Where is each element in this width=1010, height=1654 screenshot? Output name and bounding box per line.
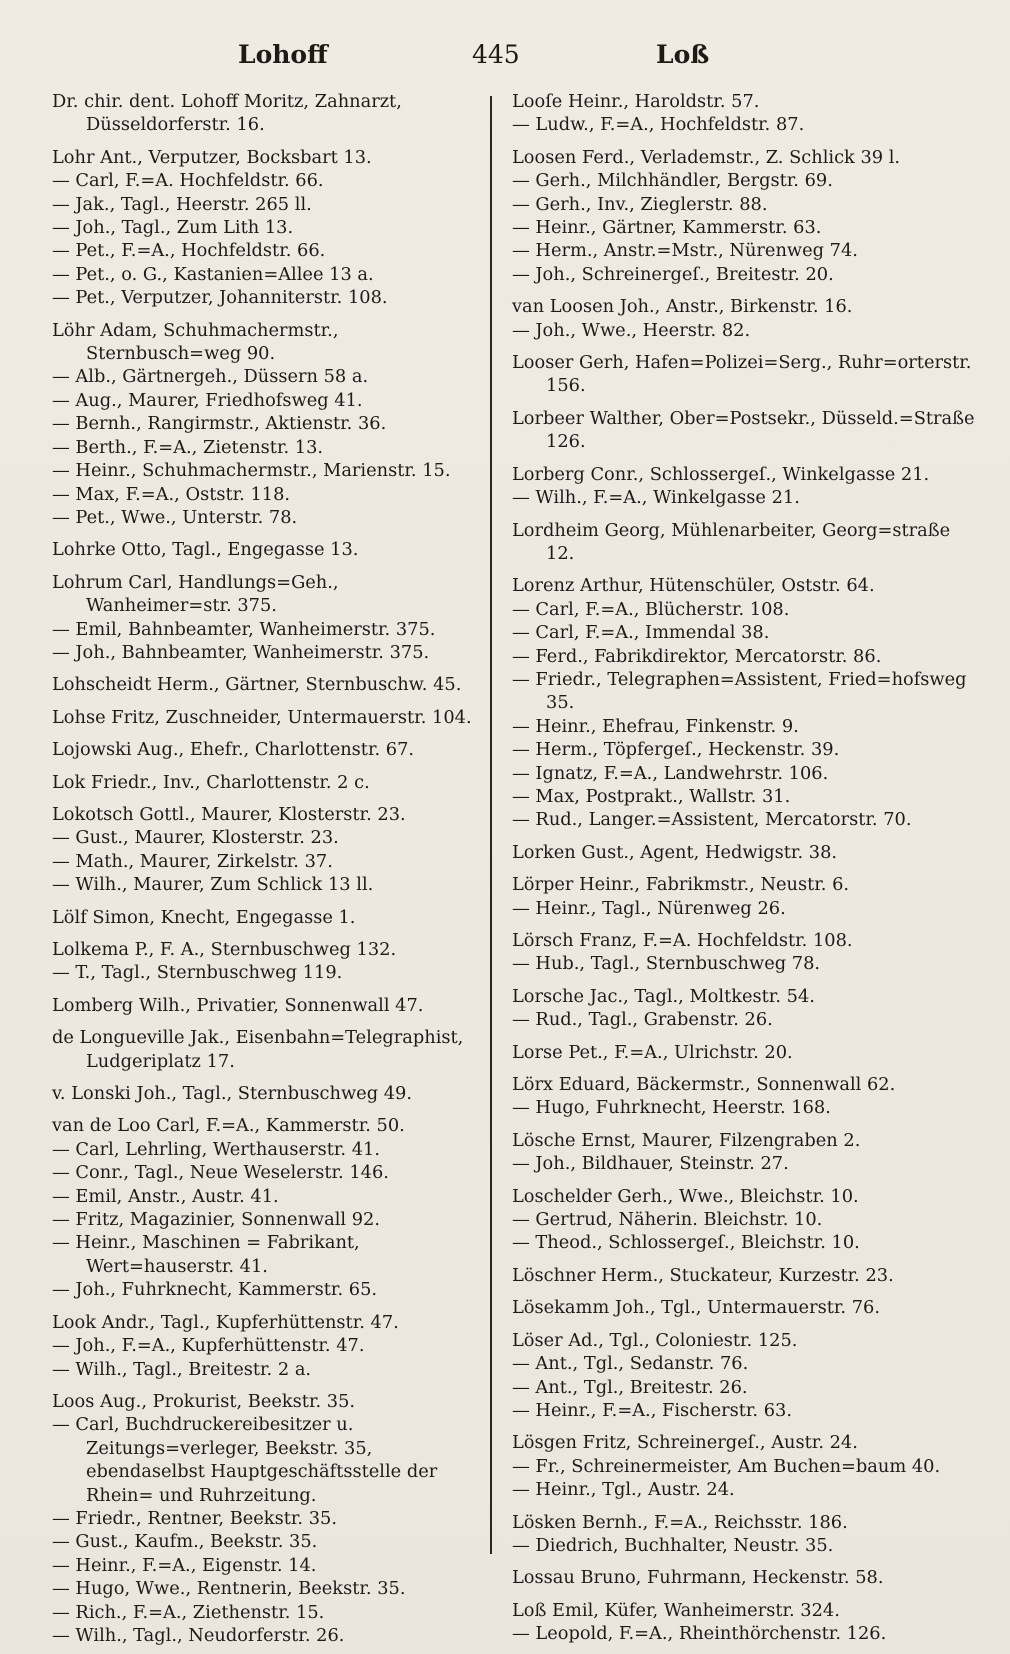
directory-entry: — Conr., Tagl., Neue Weselerstr. 146. [52, 1162, 389, 1184]
directory-entry: — Gust., Maurer, Klosterstr. 23. [52, 827, 339, 849]
directory-entry: — Ferd., Fabrikdirektor, Mercatorstr. 86. [512, 645, 882, 667]
directory-entry: — Fr., Schreinermeister, Am Buchen=baum 40. [512, 1455, 941, 1477]
directory-entry: — Joh., Fuhrknecht, Kammerstr. 65. [52, 1279, 378, 1301]
directory-entry: Lomberg Wilh., Privatier, Sonnenwall 47. [52, 994, 424, 1016]
directory-entry: Lorenz Arthur, Hütenschüler, Oststr. 64. [512, 575, 875, 597]
directory-entry: — Heinr., Gärtner, Kammerstr. 63. [512, 217, 822, 239]
directory-entry: Loos Aug., Prokurist, Beekstr. 35. [52, 1390, 356, 1412]
directory-entry: Lolkema P., F. A., Sternbuschweg 132. [52, 939, 397, 960]
directory-entry: Lorse Pet., F.=A., Ulrichstr. 20. [512, 1041, 793, 1063]
directory-entry: Lösken Bernh., F.=A., Reichsstr. 186. [512, 1511, 848, 1533]
directory-entry: — Gertrud, Näherin. Bleichstr. 10. [512, 1209, 823, 1231]
directory-entry: Lörsch Franz, F.=A. Hochfeldstr. 108. [512, 930, 853, 951]
directory-entry: — Gust., Kaufm., Beekstr. 35. [52, 1531, 318, 1553]
directory-entry: v. Lonski Joh., Tagl., Sternbuschweg 49. [52, 1083, 413, 1105]
directory-entry: Lohscheidt Herm., Gärtner, Sternbuschw. 45. [52, 674, 462, 696]
directory-entry: — Wilh., Maurer, Zum Schlick 13 ll. [52, 874, 374, 896]
directory-entry: — Herm., Anstr.=Mstr., Nürenweg 74. [512, 240, 858, 262]
directory-entry: — Rud., Tagl., Grabenstr. 26. [512, 1009, 773, 1031]
directory-entry: — Joh., Schreinergeſ., Breitestr. 20. [512, 263, 834, 285]
directory-entry: — Bernh., Rangirmstr., Aktienstr. 36. [52, 413, 387, 435]
directory-entry: — Wilh., Tagl., Neudorferstr. 26. [52, 1624, 345, 1646]
directory-entry: van Loosen Joh., Anstr., Birkenstr. 16. [512, 296, 853, 318]
directory-entry: — Pet., o. G., Kastanien=Allee 13 a. [52, 263, 374, 285]
directory-entry: — Fritz, Magazinier, Sonnenwall 92. [52, 1209, 381, 1231]
directory-entry: — Heinr., Ehefrau, Finkenstr. 9. [512, 715, 799, 737]
directory-entry: de Longueville Jak., Eisenbahn=Telegraphist, Ludgeriplatz 17. [52, 1027, 464, 1072]
directory-entry: Löhr Adam, Schuhmachermstr., Sternbusch=weg 90. [52, 319, 339, 365]
directory-entry: — Max, F.=A., Oststr. 118. [52, 483, 291, 505]
directory-entry: — Carl, F.=A., Blücherstr. 108. [512, 598, 790, 620]
directory-entry: — Diedrich, Buchhalter, Neustr. 35. [512, 1534, 834, 1556]
directory-entry: — Pet., Wwe., Unterstr. 78. [52, 506, 298, 528]
directory-entry: — T., Tagl., Sternbuschweg 119. [52, 962, 343, 984]
directory-entry: — Alb., Gärtnergeh., Düssern 58 a. [52, 366, 369, 388]
directory-entry: — Pet., F.=A., Hochfeldstr. 66. [52, 240, 326, 262]
directory-entry: — Joh., Bahnbeamter, Wanheimerstr. 375. [52, 641, 430, 663]
directory-entry: Lossau Bruno, Fuhrmann, Heckenstr. 58. [512, 1567, 884, 1589]
directory-entry: Lohse Fritz, Zuschneider, Untermauerstr. 104. [52, 706, 472, 728]
directory-entry: Lorberg Conr., Schlossergeſ., Winkelgasse 21. [512, 463, 930, 485]
directory-entry: — Gerh., Milchhändler, Bergstr. 69. [512, 170, 833, 192]
directory-entry: — Heinr., Schuhmachermstr., Marienstr. 15. [52, 460, 451, 482]
header-right-keyword: Loß [656, 40, 710, 69]
directory-entry: Look Andr., Tagl., Kupferhüttenstr. 47. [52, 1311, 399, 1333]
directory-entry: — Herm., Töpfergeſ., Heckenstr. 39. [512, 739, 840, 761]
directory-entry: Lordheim Georg, Mühlenarbeiter, Georg=straße 12. [512, 519, 951, 564]
directory-entry: Dr. chir. dent. Lohoff Moritz, Zahnarzt, Düsseldorferstr. 16. [52, 91, 402, 136]
right-column [512, 90, 982, 1646]
page-header [48, 40, 990, 80]
directory-entry: — Ant., Tgl., Sedanstr. 76. [512, 1353, 749, 1375]
directory-entry: Lorken Gust., Agent, Hedwigstr. 38. [512, 841, 838, 863]
directory-entry: Löser Ad., Tgl., Coloniestr. 125. [512, 1329, 798, 1351]
directory-entry: Loß Emil, Küfer, Wanheimerstr. 324. [512, 1599, 840, 1621]
directory-entry: — Heinr., Tgl., Austr. 24. [512, 1479, 735, 1501]
directory-entry: — Carl, F.=A., Immendal 38. [512, 622, 770, 644]
directory-entry: — Carl, Buchdruckereibesitzer u. Zeitungs=verleger, Beekstr. 35, ebendaselbst Hauptgeschäftsstelle der Rhein= und Ruhrzeitung. [52, 1414, 438, 1506]
directory-entry: Lok Friedr., Inv., Charlottenstr. 2 c. [52, 771, 370, 793]
directory-entry: — Ignatz, F.=A., Landwehrstr. 106. [512, 762, 829, 784]
directory-entry: Loschelder Gerh., Wwe., Bleichstr. 10. [512, 1185, 859, 1207]
directory-entry: Loosen Ferd., Verlademstr., Z. Schlick 39 l. [512, 146, 901, 168]
directory-entry: — Joh., Wwe., Heerstr. 82. [512, 319, 751, 341]
directory-entry: — Wilh., Tagl., Breitestr. 2 a. [52, 1358, 312, 1380]
directory-entry: Lösche Ernst, Maurer, Filzengraben 2. [512, 1129, 861, 1151]
directory-entry: — Ludw., F.=A., Hochfeldstr. 87. [512, 114, 805, 136]
directory-entry: — Rich., F.=A., Ziethenstr. 15. [52, 1601, 325, 1623]
directory-entry: — Friedr., Rentner, Beekstr. 35. [52, 1507, 337, 1529]
directory-entry: — Heinr., Tagl., Nürenweg 26. [512, 897, 786, 919]
column-divider [490, 96, 492, 1554]
directory-entry: Lohrum Carl, Handlungs=Geh., Wanheimer=str. 375. [52, 571, 339, 617]
directory-entry: — Math., Maurer, Zirkelstr. 37. [52, 850, 333, 872]
directory-entry: Lojowski Aug., Ehefr., Charlottenstr. 67. [52, 739, 415, 761]
directory-entry: — Heinr., Maschinen = Fabrikant, Wert=hauserstr. 41. [52, 1232, 360, 1277]
directory-entry: — Emil, Bahnbeamter, Wanheimerstr. 375. [52, 618, 436, 640]
directory-entry: Lölf Simon, Knecht, Engegasse 1. [52, 906, 356, 928]
directory-entry: Lohrke Otto, Tagl., Engegasse 13. [52, 539, 359, 561]
directory-entry: — Hub., Tagl., Sternbuschweg 78. [512, 953, 821, 975]
directory-entry: Lorbeer Walther, Ober=Postsekr., Düsseld.=Straße 126. [512, 407, 975, 453]
directory-entry: — Friedr., Telegraphen=Assistent, Fried=hofsweg 35. [512, 668, 967, 714]
directory-entry: — Wilh., F.=A., Winkelgasse 21. [512, 487, 800, 509]
directory-entry: — Heinr., F.=A., Eigenstr. 14. [52, 1554, 317, 1576]
directory-entry: — Gerh., Inv., Zieglerstr. 88. [512, 193, 768, 215]
directory-entry: — Rud., Langer.=Assistent, Mercatorstr. 70. [512, 809, 912, 831]
directory-entry: — Hugo, Wwe., Rentnerin, Beekstr. 35. [52, 1578, 406, 1600]
directory-entry: — Ant., Tgl., Breitestr. 26. [512, 1376, 748, 1398]
directory-entry: — Joh., Bildhauer, Steinstr. 27. [512, 1153, 789, 1175]
header-left-keyword: Lohoff [238, 40, 328, 69]
directory-entry: — Hugo, Fuhrknecht, Heerstr. 168. [512, 1097, 831, 1119]
directory-entry: — Berth., F.=A., Zietenstr. 13. [52, 436, 324, 458]
directory-entry: — Joh., Tagl., Zum Lith 13. [52, 217, 294, 239]
directory-entry: Looser Gerh, Hafen=Polizei=Serg., Ruhr=orterstr. 156. [512, 352, 972, 397]
page-number: 445 [472, 40, 520, 69]
directory-entry: Lösekamm Joh., Tgl., Untermauerstr. 76. [512, 1297, 880, 1319]
directory-entry: Looſe Heinr., Haroldstr. 57. [512, 91, 760, 112]
directory-entry: — Pet., Verputzer, Johanniterstr. 108. [52, 287, 388, 309]
left-column [52, 90, 484, 1647]
directory-entry: — Joh., F.=A., Kupferhüttenstr. 47. [52, 1335, 365, 1357]
directory-entry: — Carl, Lehrling, Werthauserstr. 41. [52, 1138, 380, 1160]
directory-entry: Lorsche Jac., Tagl., Moltkestr. 54. [512, 985, 815, 1007]
directory-entry: Löschner Herm., Stuckateur, Kurzestr. 23. [512, 1264, 894, 1286]
directory-entry: Lörx Eduard, Bäckermstr., Sonnenwall 62. [512, 1074, 896, 1096]
directory-entry: — Leopold, F.=A., Rheinthörchenstr. 126. [512, 1623, 887, 1645]
directory-entry: Lokotsch Gottl., Maurer, Klosterstr. 23. [52, 803, 406, 825]
directory-entry: — Aug., Maurer, Friedhofsweg 41. [52, 389, 363, 411]
directory-entry: — Emil, Anstr., Austr. 41. [52, 1185, 279, 1207]
directory-entry: Lösgen Fritz, Schreinergeſ., Austr. 24. [512, 1432, 858, 1454]
directory-entry: — Carl, F.=A. Hochfeldstr. 66. [52, 170, 324, 192]
directory-entry: — Theod., Schlossergeſ., Bleichstr. 10. [512, 1232, 860, 1254]
directory-entry: — Jak., Tagl., Heerstr. 265 ll. [52, 193, 312, 215]
directory-entry: Lörper Heinr., Fabrikmstr., Neustr. 6. [512, 874, 850, 896]
directory-entry: — Heinr., F.=A., Fischerstr. 63. [512, 1399, 792, 1421]
directory-entry: van de Loo Carl, F.=A., Kammerstr. 50. [52, 1115, 405, 1137]
directory-entry: Lohr Ant., Verputzer, Bocksbart 13. [52, 146, 372, 168]
directory-entry: — Max, Postprakt., Wallstr. 31. [512, 785, 791, 807]
